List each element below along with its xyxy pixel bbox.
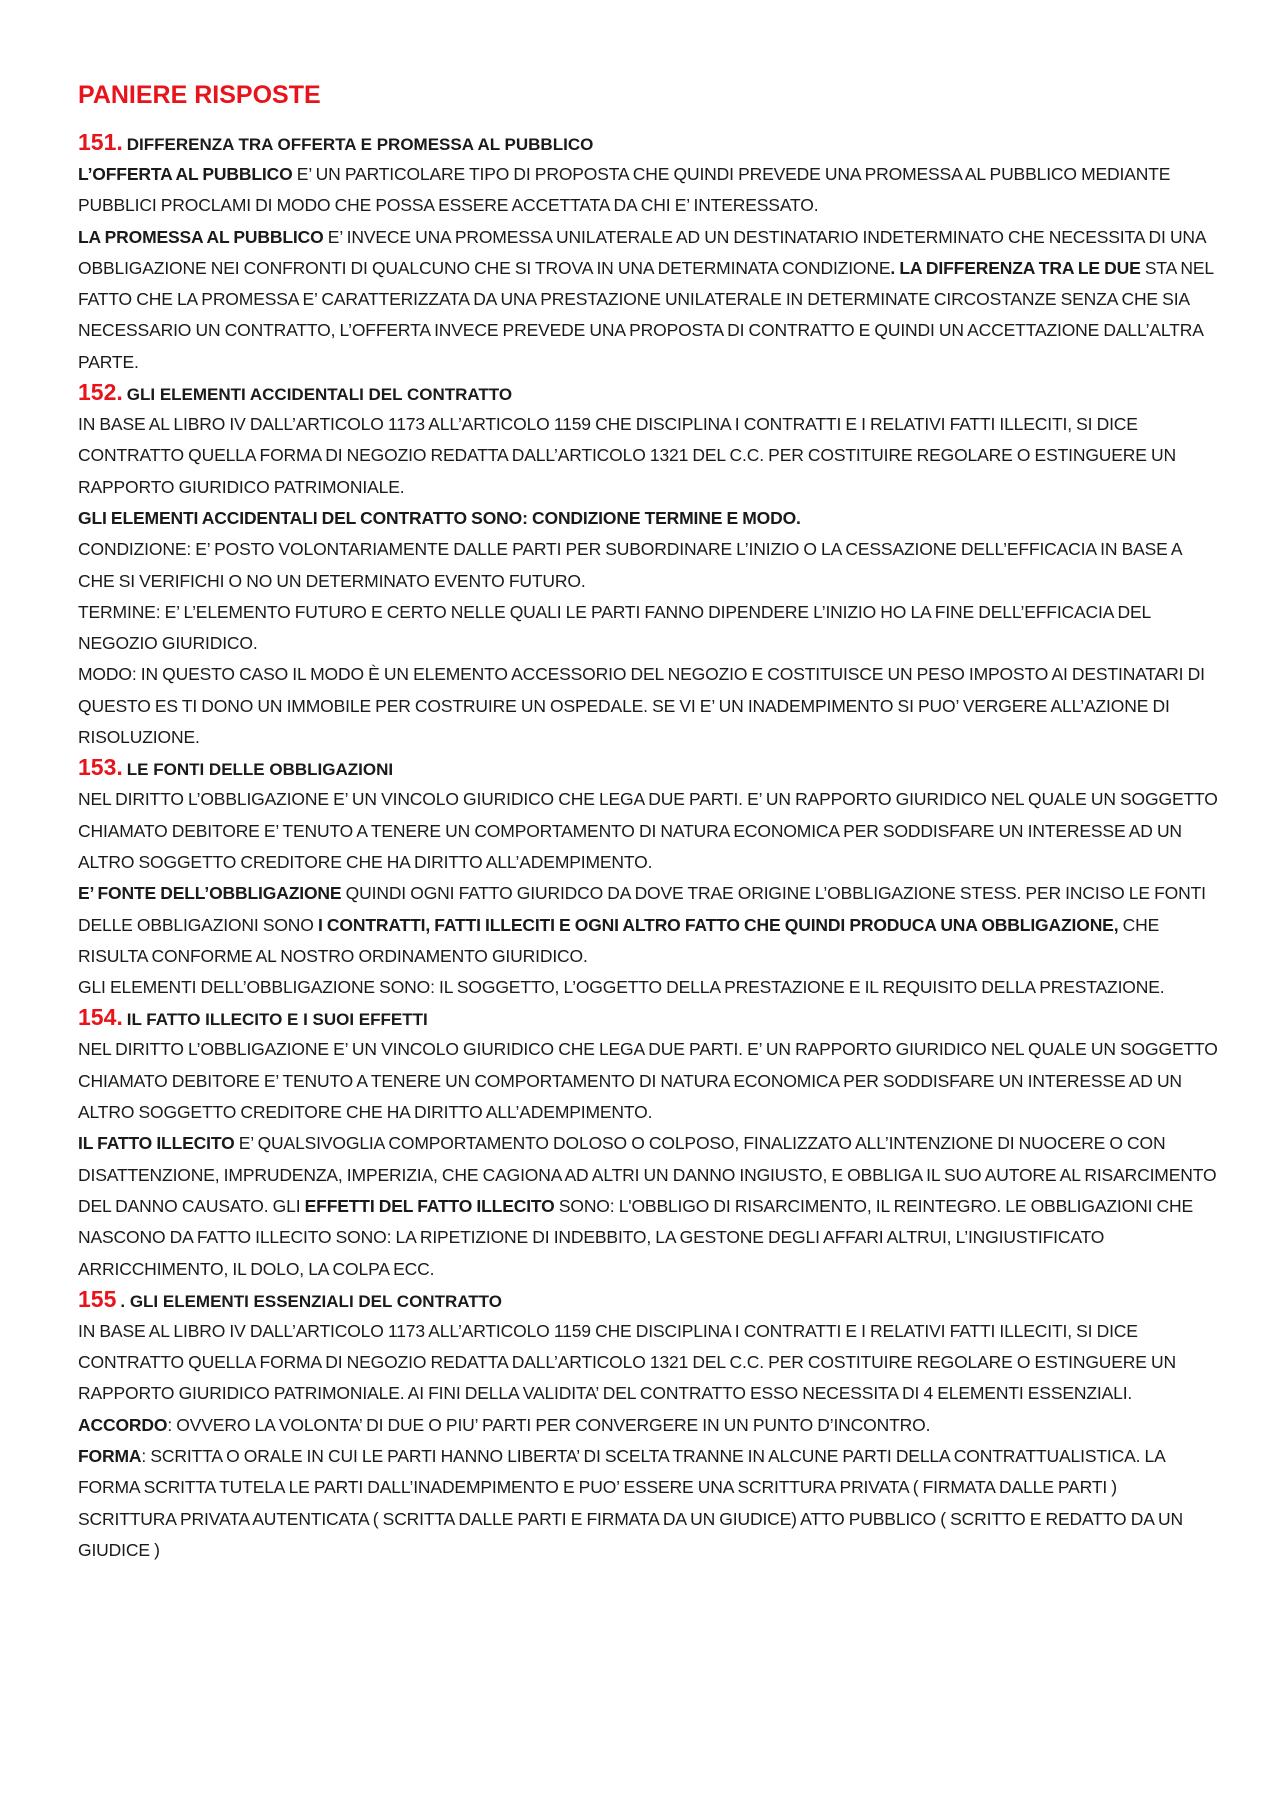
document-title: PANIERE RISPOSTE <box>78 81 321 109</box>
answer-paragraph <box>78 1316 1218 1410</box>
text-run: QUINDI OGNI FATTO GIURIDCO DA DOVE TRAE ORIGINE L’OBBLIGAZIONE STESS. PER INCISO LE FONTI DELLE OBBLIGAZIONI SONO <box>78 883 1206 935</box>
question-number: 152. <box>78 379 123 406</box>
text-run: MODO: IN QUESTO CASO IL MODO È UN ELEMENTO ACCESSORIO DEL NEGOZIO E COSTITUISCE UN PESO IMPOSTO AI DESTINATARI DI QUESTO ES TI DONO UN IMMOBILE PER COSTRUIRE UN OSPEDALE. SE VI E’ UN INADEMPIMENTO SI PUO’ VERGERE ALL’AZIONE DI RISOLUZIONE. <box>78 664 1205 748</box>
answer-paragraph <box>78 659 1218 753</box>
question-section <box>78 753 1218 1003</box>
bold-text-run: L’OFFERTA AL PUBBLICO <box>78 164 293 184</box>
answer-paragraph <box>78 503 1218 534</box>
bold-text-run: E’ FONTE DELL’OBBLIGAZIONE <box>78 883 342 904</box>
text-run: IN BASE AL LIBRO IV DALL’ARTICOLO 1173 ALL’ARTICOLO 1159 CHE DISCIPLINA I CONTRATTI E I RELATIVI FATTI ILLECITI, SI DICE CONTRATTO QUELLA FORMA DI NEGOZIO REDATTA DALL’ARTICOLO 1321 DEL C.C. PER COSTITUIRE REGOLARE O ESTINGUERE UN RAPPORTO GIURIDICO PATRIMONIALE. <box>78 414 1176 497</box>
question-title: GLI ELEMENTI ACCIDENTALI DEL CONTRATTO <box>126 385 513 405</box>
answer-paragraph <box>78 1128 1218 1284</box>
question-section <box>78 378 1218 753</box>
bold-text-run: ACCORDO <box>78 1414 168 1435</box>
answer-paragraph <box>78 878 1218 972</box>
answer-paragraph <box>78 972 1218 1003</box>
answer-paragraph <box>78 1034 1218 1128</box>
text-run: NEL DIRITTO L’OBBLIGAZIONE E’ UN VINCOLO GIURIDICO CHE LEGA DUE PARTI. E’ UN RAPPORTO GIURIDICO NEL QUALE UN SOGGETTO CHIAMATO DEBITORE E’ TENUTO A TENERE UN COMPORTAMENTO DI NATURA ECONOMICA PER SODDISFARE UN INTERESSE AD UN ALTRO SOGGETTO CREDITORE CHE HA DIRITTO ALL’ADEMPIMENTO. <box>78 789 1218 872</box>
answer-paragraph <box>78 597 1218 660</box>
text-run: TERMINE: E’ L’ELEMENTO FUTURO E CERTO NELLE QUALI LE PARTI FANNO DIPENDERE L’INIZIO HO LA FINE DELL’EFFICACIA DEL NEGOZIO GIURIDICO. <box>78 601 1151 654</box>
answer-paragraph <box>78 159 1218 222</box>
text-run: STA NEL FATTO CHE LA PROMESSA E’ CARATTERIZZATA DA UNA PRESTAZIONE UNILATERALE IN DETERMINATE CIRCOSTANZE SENZA CHE SIA NECESSARIO UN CONTRATTO, L’OFFERTA INVECE PREVEDE UNA PROPOSTA DI CONTRATTO E QUINDI UN ACCETTAZIONE DALL’ALTRA PARTE. <box>78 257 1214 372</box>
text-run: E’ QUALSIVOGLIA COMPORTAMENTO DOLOSO O COLPOSO, FINALIZZATO ALL’INTENZIONE DI NUOCERE O CON DISATTENZIONE, IMPRUDENZA, IMPERIZIA, CHE CAGIONA AD ALTRI UN DANNO INGIUSTO, E OBBLIGA IL SUO AUTORE AL RISARCIMENTO DEL DANNO CAUSATO. GLI <box>78 1133 1217 1216</box>
bold-text-run: GLI ELEMENTI ACCIDENTALI DEL CONTRATTO SONO: CONDIZIONE TERMINE E MODO. <box>78 507 801 528</box>
text-run: CONDIZIONE: E’ POSTO VOLONTARIAMENTE DALLE PARTI PER SUBORDINARE L’INIZIO O LA CESSAZIONE DELL’EFFICACIA IN BASE A CHE SI VERIFICHI O NO UN DETERMINATO EVENTO FUTURO. <box>78 539 1182 591</box>
text-run: SONO: L'OBBLIGO DI RISARCIMENTO, IL REINTEGRO. LE OBBLIGAZIONI CHE NASCONO DA FATTO ILLECITO SONO: LA RIPETIZIONE DI INDEBBITO, LA GESTONE DEGLI AFFARI ALTRUI, L’INGIUSTIFICATO ARRICCHIMENTO, IL DOLO, LA COLPA ECC. <box>78 1195 1193 1279</box>
text-run: GLI ELEMENTI DELL’OBBLIGAZIONE SONO: IL SOGGETTO, L’OGGETTO DELLA PRESTAZIONE E IL REQUISITO DELLA PRESTAZIONE. <box>78 977 1165 998</box>
question-heading <box>78 128 1218 159</box>
sections-container <box>78 128 1218 1566</box>
document-page <box>78 78 1218 1566</box>
question-number: 151. <box>78 129 123 155</box>
bold-text-run: EFFETTI DEL FATTO ILLECITO <box>304 1195 555 1216</box>
answer-paragraph <box>78 1441 1218 1566</box>
question-number: 154. <box>78 1004 123 1031</box>
question-section <box>78 1003 1218 1284</box>
text-run: CHE RISULTA CONFORME AL NOSTRO ORDINAMENTO GIURIDICO. <box>78 914 1160 966</box>
question-title: IL FATTO ILLECITO E I SUOI EFFETTI <box>126 1010 428 1030</box>
text-run: IN BASE AL LIBRO IV DALL’ARTICOLO 1173 ALL’ARTICOLO 1159 CHE DISCIPLINA I CONTRATTI E I RELATIVI FATTI ILLECITI, SI DICE CONTRATTO QUELLA FORMA DI NEGOZIO REDATTA DALL’ARTICOLO 1321 DEL C.C. PER COSTITUIRE REGOLARE O ESTINGUERE UN RAPPORTO GIURIDICO PATRIMONIALE. AI FINI DELLA VALIDITA’ DEL CONTRATTO ESSO NECESSITA DI 4 ELEMENTI ESSENZIALI. <box>78 1320 1176 1404</box>
question-heading <box>78 1285 1218 1316</box>
question-heading <box>78 1003 1218 1034</box>
question-heading <box>78 378 1218 409</box>
question-title: LE FONTI DELLE OBBLIGAZIONI <box>126 760 394 780</box>
text-run: E’ INVECE UNA PROMESSA UNILATERALE AD UN DESTINATARIO INDETERMINATO CHE NECESSITA DI UNA OBBLIGAZIONE NEI CONFRONTI DI QUALCUNO CHE SI TROVA IN UNA DETERMINATA CONDIZIONE <box>78 226 1206 278</box>
question-section <box>78 128 1218 378</box>
question-heading <box>78 753 1218 784</box>
text-run: E’ UN PARTICOLARE TIPO DI PROPOSTA CHE QUINDI PREVEDE UNA PROMESSA AL PUBBLICO MEDIANTE PUBBLICI PROCLAMI DI MODO CHE POSSA ESSERE ACCETTATA DA CHI E’ INTERESSATO. <box>78 164 1171 216</box>
bold-text-run: FORMA <box>78 1445 142 1466</box>
answer-paragraph <box>78 1410 1218 1441</box>
bold-text-run: LA PROMESSA AL PUBBLICO <box>78 226 324 247</box>
question-title: DIFFERENZA TRA OFFERTA E PROMESSA AL PUBBLICO <box>126 135 594 154</box>
bold-text-run: I CONTRATTI, FATTI ILLECITI E OGNI ALTRO FATTO CHE QUINDI PRODUCA UNA OBBLIGAZIONE, <box>317 914 1119 935</box>
question-title: . GLI ELEMENTI ESSENZIALI DEL CONTRATTO <box>120 1291 502 1311</box>
answer-paragraph <box>78 784 1218 878</box>
text-run: : SCRITTA O ORALE IN CUI LE PARTI HANNO LIBERTA’ DI SCELTA TRANNE IN ALCUNE PARTI DELLA CONTRATTUALISTICA. LA FORMA SCRITTA TUTELA LE PARTI DALL’INADEMPIMENTO E PUO’ ESSERE UNA SCRITTURA PRIVATA ( FIRMATA DALLE PARTI ) SCRITTURA PRIVATA AUTENTICATA ( SCRITTA DALLE PARTI E FIRMATA DA UN GIUDICE) ATTO PUBBLICO ( SCRITTO E REDATTO DA UN GIUDICE ) <box>78 1445 1183 1560</box>
answer-paragraph <box>78 409 1218 503</box>
answer-paragraph <box>78 534 1218 597</box>
bold-text-run: . LA DIFFERENZA TRA LE DUE <box>890 257 1141 278</box>
question-section <box>78 1285 1218 1566</box>
answer-paragraph <box>78 222 1218 378</box>
text-run: NEL DIRITTO L’OBBLIGAZIONE E’ UN VINCOLO GIURIDICO CHE LEGA DUE PARTI. E’ UN RAPPORTO GIURIDICO NEL QUALE UN SOGGETTO CHIAMATO DEBITORE E’ TENUTO A TENERE UN COMPORTAMENTO DI NATURA ECONOMICA PER SODDISFARE UN INTERESSE AD UN ALTRO SOGGETTO CREDITORE CHE HA DIRITTO ALL’ADEMPIMENTO. <box>78 1039 1218 1123</box>
question-number: 155 <box>78 1285 117 1312</box>
bold-text-run: IL FATTO ILLECITO <box>78 1133 235 1154</box>
text-run: : OVVERO LA VOLONTA’ DI DUE O PIU’ PARTI PER CONVERGERE IN UN PUNTO D’INCONTRO. <box>167 1414 931 1435</box>
question-number: 153. <box>78 754 123 781</box>
